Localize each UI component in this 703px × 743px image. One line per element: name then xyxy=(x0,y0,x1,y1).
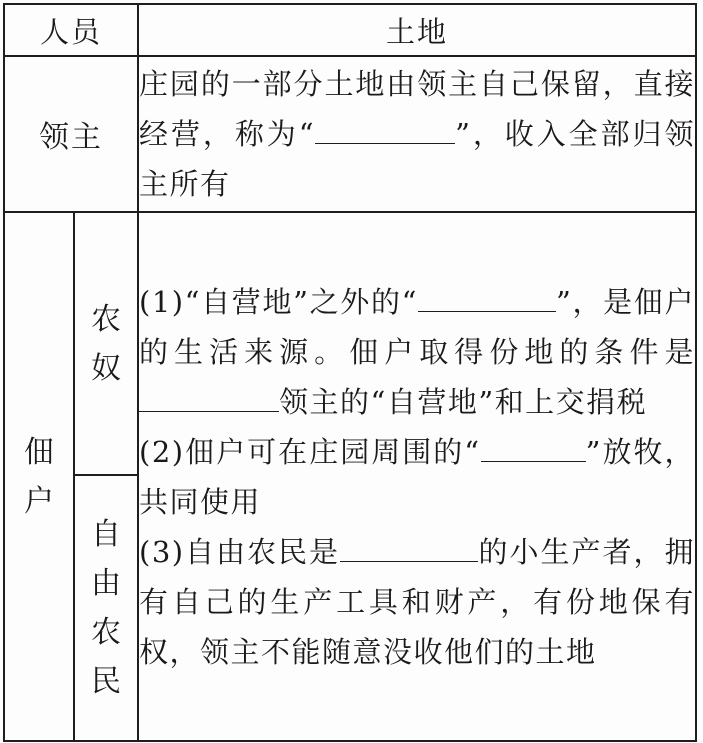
sublabel-free-peasant xyxy=(74,475,138,741)
item1-text-a: (1)“自营地”之外的“ xyxy=(139,284,418,319)
item3-text-a: (3)自由农民是 xyxy=(139,534,341,569)
lord-text-1: 庄园的一部分土地由领主自己保留，直接经营，称为“ xyxy=(139,67,695,151)
free-char-1: 自 xyxy=(91,517,121,552)
free-char-3: 农 xyxy=(91,615,121,650)
serf-char-2: 奴 xyxy=(91,350,121,386)
item2-text-a: (2)佃户可在庄园周围的“ xyxy=(139,434,481,469)
sublabel-serf xyxy=(74,212,138,475)
item-2 xyxy=(139,427,695,527)
item2-text-b: ”放牧，共同使用 xyxy=(139,434,696,519)
lord-text-2: ”，收入全部归领主所有 xyxy=(139,117,695,201)
serf-char-1: 农 xyxy=(91,301,121,337)
item1-text-b: ”，是佃户的生活来源。佃户取得份地的条件是 xyxy=(139,284,695,369)
tenant-land-description xyxy=(138,212,696,741)
item-3 xyxy=(139,527,695,677)
lord-land-description xyxy=(138,56,696,212)
fill-blank-4[interactable] xyxy=(481,439,586,462)
item-1 xyxy=(139,277,695,427)
tenant-char-2: 户 xyxy=(24,483,54,519)
fill-blank-1[interactable] xyxy=(315,121,455,144)
item3-text-b: 的小生产者，拥有自己的生产工具和财产，有份地保有权，领主不能随意没收他们的土地 xyxy=(139,534,695,669)
row-label-tenant xyxy=(4,212,74,741)
header-land: 土地 xyxy=(138,4,696,56)
header-person: 人员 xyxy=(4,4,138,56)
fill-blank-2[interactable] xyxy=(418,289,556,312)
free-char-4: 民 xyxy=(91,664,121,699)
fill-blank-5[interactable] xyxy=(340,539,478,562)
row-label-lord: 领主 xyxy=(4,56,138,212)
item1-text-c: 领主的“自营地”和上交捐税 xyxy=(279,384,648,419)
fill-blank-3[interactable] xyxy=(139,389,279,412)
manor-land-table xyxy=(3,3,697,742)
tenant-char-1: 佃 xyxy=(24,434,54,470)
free-char-2: 由 xyxy=(91,566,121,601)
